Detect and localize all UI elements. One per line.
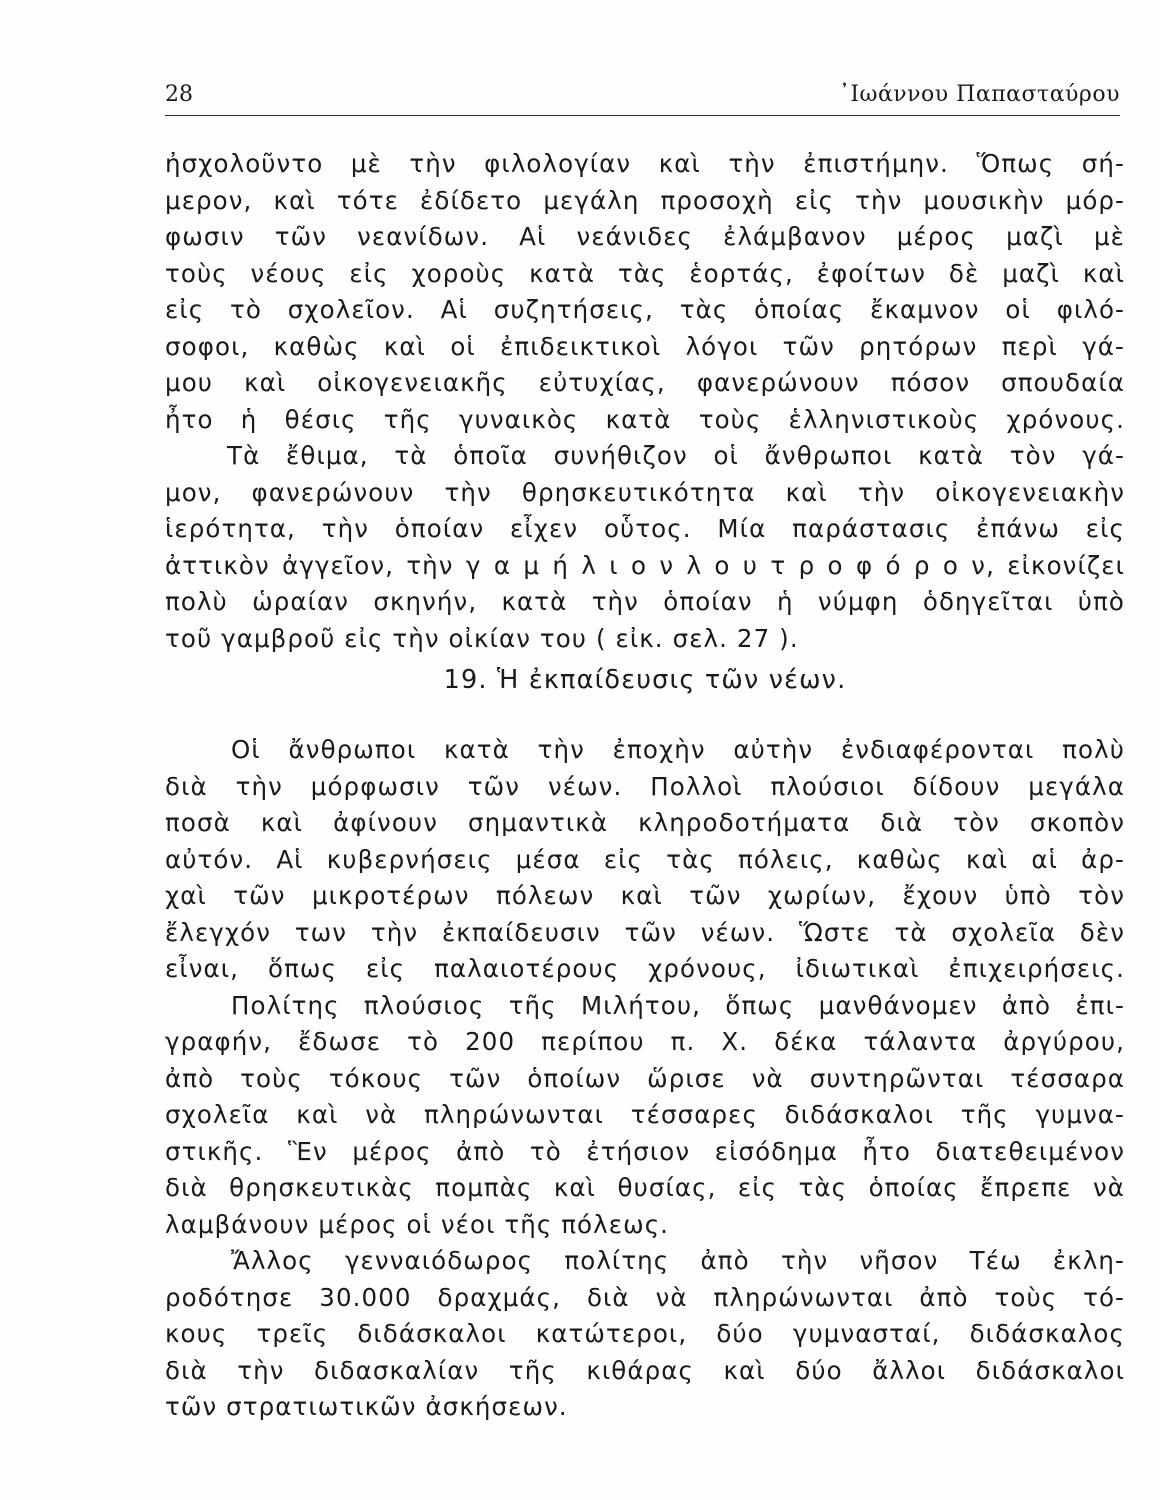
text-line: τοὺς νέους εἰς χοροὺς κατὰ τὰς ἑορτάς, ἐφοίτων δὲ μαζὶ καὶ bbox=[165, 258, 1125, 288]
text-line: μερον, καὶ τότε ἐδίδετο μεγάλη προσοχὴ εἰς τὴν μουσικὴν μόρ- bbox=[165, 185, 1125, 215]
paragraph-5 bbox=[165, 1243, 1125, 1426]
text-line: ἀττικὸν ἀγγεῖον, τὴν γ α μ ή λ ι ο ν λ ο υ τ ρ ο φ ό ρ ο ν, εἰκονίζει bbox=[165, 550, 1125, 580]
text-line: φωσιν τῶν νεανίδων. Αἱ νεάνιδες ἐλάμβανον μέρος μαζὶ μὲ bbox=[165, 222, 1125, 251]
text-line: σοφοι, καθὼς καὶ οἱ ἐπιδεικτικοὶ λόγοι τῶν ρητόρων περὶ γά- bbox=[165, 331, 1125, 361]
paragraph-2 bbox=[165, 438, 1125, 657]
text-line: διὰ θρησκευτικὰς πομπὰς καὶ θυσίας, εἰς τὰς ὁποίας ἔπρεπε νὰ bbox=[165, 1173, 1125, 1202]
text-line: Οἱ ἄνθρωποι κατὰ τὴν ἐποχὴν αὐτὴν ἐνδιαφέρονται πολὺ bbox=[231, 735, 1125, 764]
text-line: λαμβάνουν μέρος οἱ νέοι τῆς πόλεως. bbox=[165, 1209, 670, 1239]
text-line: πολὺ ὡραίαν σκηνήν, κατὰ τὴν ὁποίαν ἡ νύμφη ὁδηγεῖται ὑπὸ bbox=[165, 587, 1125, 616]
text-line: Ἄλλος γενναιόδωρος πολίτης ἀπὸ τὴν νῆσον Τέω ἐκλη- bbox=[231, 1246, 1125, 1275]
text-line: ροδότησε 30.000 δραχμάς, διὰ νὰ πληρώνωνται ἀπὸ τοὺς τό- bbox=[165, 1282, 1125, 1312]
text-line: σχολεῖα καὶ νὰ πληρώνωνται τέσσαρες διδάσκαλοι τῆς γυμνα- bbox=[165, 1100, 1125, 1129]
paragraph-3 bbox=[165, 732, 1125, 988]
text-line: ἠσχολοῦντο μὲ τὴν φιλολογίαν καὶ τὴν ἐπιστήμην. Ὅπως σή- bbox=[165, 149, 1125, 178]
text-line: στικῆς. Ἓν μέρος ἀπὸ τὸ ἐτήσιον εἰσόδημα ἦτο διατεθειμένον bbox=[165, 1136, 1125, 1166]
text-line: εἰς τὸ σχολεῖον. Αἱ συζητήσεις, τὰς ὁποίας ἔκαμνον οἱ φιλό- bbox=[165, 295, 1125, 324]
text-line: Πολίτης πλούσιος τῆς Μιλήτου, ὅπως μανθάνομεν ἀπὸ ἐπι- bbox=[231, 990, 1125, 1020]
text-line: ποσὰ καὶ ἀφίνουν σημαντικὰ κληροδοτήματα διὰ τὸν σκοπὸν bbox=[165, 808, 1125, 837]
paragraph-4 bbox=[165, 988, 1125, 1244]
running-title: ᾿Ιωάννου Παπασταύρου bbox=[838, 82, 1120, 107]
text-line: αὐτόν. Αἱ κυβερνήσεις μέσα εἰς τὰς πόλεις, καθὼς καὶ αἱ ἀρ- bbox=[165, 844, 1125, 874]
text-line: διὰ τὴν διδασκαλίαν τῆς κιθάρας καὶ δύο ἄλλοι διδάσκαλοι bbox=[165, 1355, 1125, 1385]
text-line: ἱερότητα, τὴν ὁποίαν εἶχεν οὗτος. Μία παράστασις ἐπάνω εἰς bbox=[165, 514, 1125, 543]
text-line: ἦτο ἡ θέσις τῆς γυναικὸς κατὰ τοὺς ἑλληνιστικοὺς χρόνους. bbox=[165, 404, 1125, 434]
text-line: Τὰ ἔθιμα, τὰ ὁποῖα συνήθιζον οἱ ἄνθρωποι κατὰ τὸν γά- bbox=[227, 441, 1125, 470]
header-rule bbox=[165, 115, 1120, 116]
paragraph-1 bbox=[165, 146, 1125, 438]
text-line: κους τρεῖς διδάσκαλοι κατώτεροι, δύο γυμνασταί, διδάσκαλος bbox=[165, 1319, 1125, 1348]
text-line: τοῦ γαμβροῦ εἰς τὴν οἰκίαν του ( εἰκ. σελ. 27 ). bbox=[165, 623, 799, 653]
upper-text-block bbox=[165, 146, 1125, 657]
text-line: γραφήν, ἔδωσε τὸ 200 περίπου π. Χ. δέκα τάλαντα ἀργύρου, bbox=[165, 1027, 1125, 1056]
running-head bbox=[165, 78, 1120, 114]
page-number: 28 bbox=[165, 82, 193, 107]
text-line: μου καὶ οἰκογενειακῆς εὐτυχίας, φανερώνουν πόσον σπουδαία bbox=[165, 368, 1125, 397]
text-line: χαὶ τῶν μικροτέρων πόλεων καὶ τῶν χωρίων, ἔχουν ὑπὸ τὸν bbox=[165, 881, 1125, 910]
lower-text-block bbox=[165, 732, 1125, 1426]
text-line: μον, φανερώνουν τὴν θρησκευτικότητα καὶ τὴν οἰκογενειακὴν bbox=[165, 477, 1125, 507]
text-line: διὰ τὴν μόρφωσιν τῶν νέων. Πολλοὶ πλούσιοι δίδουν μεγάλα bbox=[165, 771, 1125, 801]
text-line: ἔλεγχόν των τὴν ἐκπαίδευσιν τῶν νέων. Ὥστε τὰ σχολεῖα δὲν bbox=[165, 917, 1125, 947]
section-heading: 19. Ἡ ἐκπαίδευσις τῶν νέων. bbox=[443, 665, 847, 695]
text-line: τῶν στρατιωτικῶν ἀσκήσεων. bbox=[165, 1392, 568, 1421]
text-line: εἶναι, ὅπως εἰς παλαιοτέρους χρόνους, ἰδιωτικαὶ ἐπιχειρήσεις. bbox=[165, 954, 1125, 983]
text-line: ἀπὸ τοὺς τόκους τῶν ὁποίων ὥρισε νὰ συντηρῶνται τέσσαρα bbox=[165, 1063, 1125, 1093]
